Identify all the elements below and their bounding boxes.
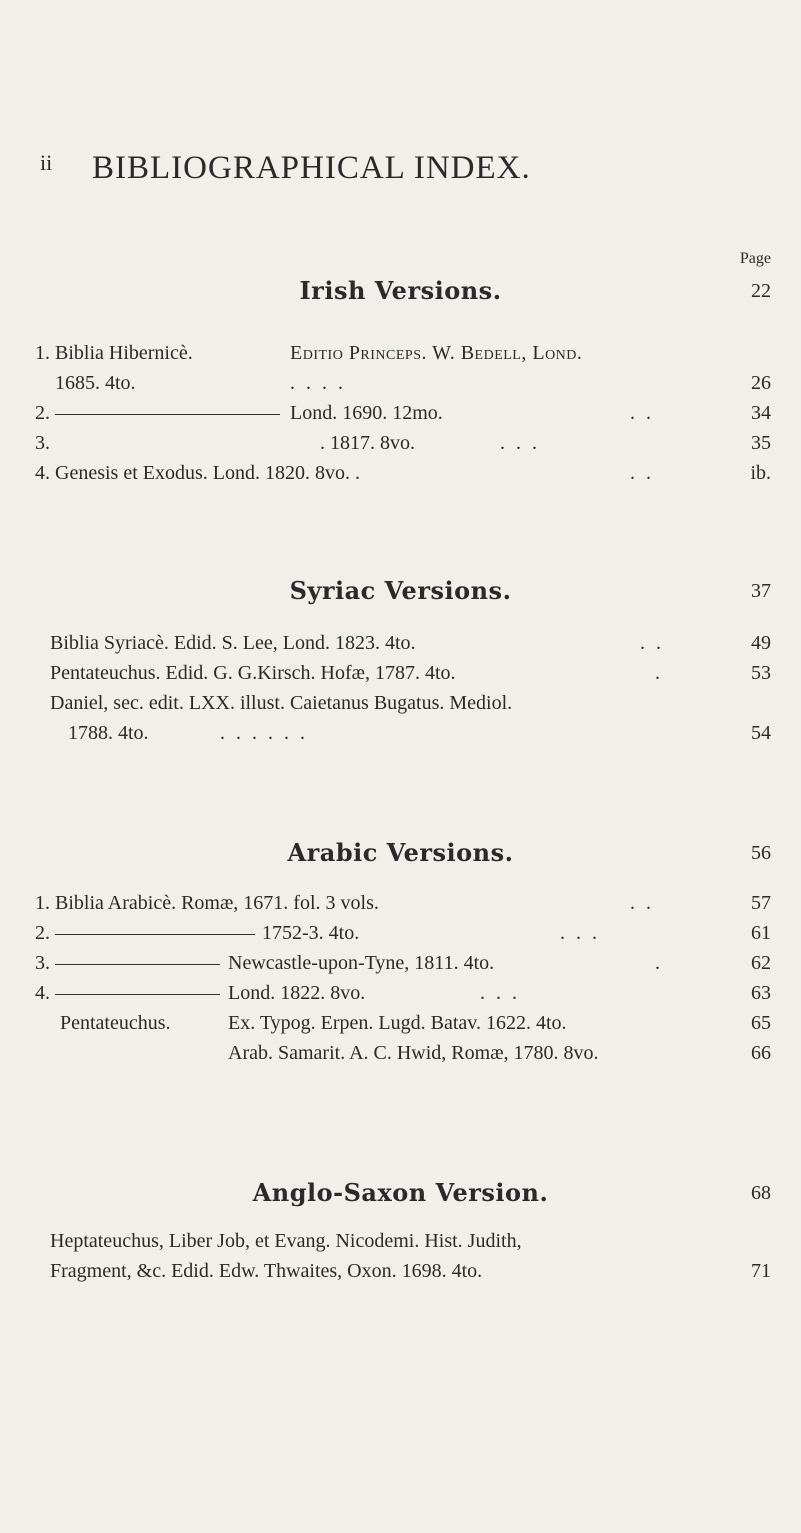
ditto-rule [55,934,255,935]
section-syriac-versions [0,570,801,748]
index-entry: 1685. 4to. . . . . 26 [55,372,771,394]
section-page-syriac: 37 [751,580,771,602]
index-entry: Pentateuchus. Ex. Typog. Erpen. Lugd. Batav. 1622. 4to. 65 [60,1012,771,1034]
section-title-irish: Irish Versions. [299,276,502,305]
index-entry: 1788. 4to. . . . . . . 54 [68,722,771,744]
index-entry: 2. Lond. 1690. 12mo. . . 34 [35,402,771,424]
section-title-arabic: Arabic Versions. [287,838,514,867]
ditto-rule [55,414,280,415]
section-page-arabic: 56 [751,842,771,864]
index-entry: 3. . 1817. 8vo. . . . 35 [35,432,771,454]
index-entry: 4. Genesis et Exodus. Lond. 1820. 8vo. . . . ib. [35,462,771,484]
ditto-rule [55,994,220,995]
section-page-irish: 22 [751,280,771,302]
index-entry: 1. Biblia Arabicè. Romæ, 1671. fol. 3 vols. . . 57 [35,892,771,914]
section-anglo-saxon-version [0,1172,801,1286]
index-entry: Fragment, &c. Edid. Edw. Thwaites, Oxon. 1698. 4to. 71 [50,1260,771,1282]
index-entry: 1. Biblia Hibernicè. Editio Princeps. W. Bedell, Lond. [35,342,583,364]
index-entry: 4. Lond. 1822. 8vo. . . . 63 [35,982,771,1004]
section-title-anglo-saxon: Anglo-Saxon Version. [252,1178,549,1207]
index-entry: Daniel, sec. edit. LXX. illust. Caietanus Bugatus. Mediol. [50,692,513,714]
page-column-label: Page [739,250,771,267]
index-entry: 2. 1752-3. 4to. . . . 61 [35,922,771,944]
page-number: ii [40,150,53,175]
section-page-anglo-saxon: 68 [751,1182,771,1204]
section-title-syriac: Syriac Versions. [289,576,512,605]
section-irish-versions [0,250,801,488]
index-entry: Biblia Syriacè. Edid. S. Lee, Lond. 1823. 4to. . . 49 [50,632,771,654]
page-title: BIBLIOGRAPHICAL INDEX. [92,150,531,186]
page-header [40,150,760,190]
index-entry: 3. Newcastle-upon-Tyne, 1811. 4to. . 62 [35,952,771,974]
section-arabic-versions [0,832,801,1068]
index-entry: Arab. Samarit. A. C. Hwid, Romæ, 1780. 8vo. 66 [228,1042,771,1064]
index-entry: Heptateuchus, Liber Job, et Evang. Nicodemi. Hist. Judith, [50,1230,522,1252]
ditto-rule [55,964,220,965]
index-entry: Pentateuchus. Edid. G. G.Kirsch. Hofæ, 1787. 4to. . 53 [50,662,771,684]
